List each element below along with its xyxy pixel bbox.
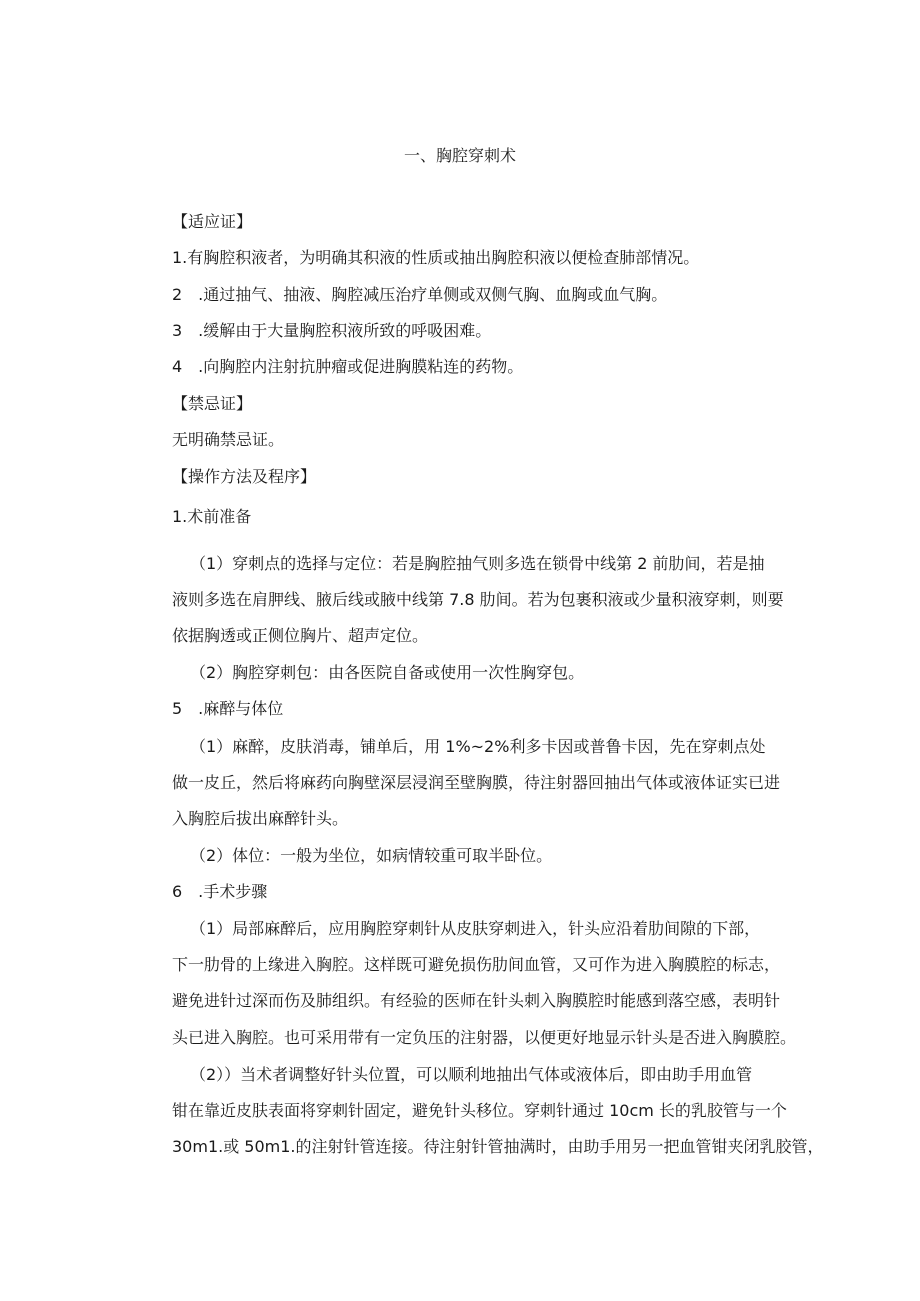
section-heading-contraindications: 【禁忌证】 <box>172 394 253 413</box>
paragraph-line: 头已进入胸腔。也可采用带有一定负压的注射器，以便更好地显示针头是否进入胸膜腔。 <box>172 1028 797 1047</box>
paragraph-line: （2）胸腔穿刺包：由各医院自备或使用一次性胸穿包。 <box>190 663 585 682</box>
paragraph-line: 依据胸透或正侧位胸片、超声定位。 <box>172 626 429 645</box>
paragraph-line: 做一皮丘，然后将麻药向胸壁深层浸润至壁胸膜，待注射器回抽出气体或液体证实已进 <box>172 773 781 792</box>
indication-item-3: 3 .缓解由于大量胸腔积液所致的呼吸困难。 <box>172 321 492 340</box>
section-heading-indications: 【适应证】 <box>172 212 253 231</box>
section-heading-procedure: 【操作方法及程序】 <box>172 467 317 486</box>
contraindication-text: 无明确禁忌证。 <box>172 430 285 449</box>
procedure-step-heading-1: 1.术前准备 <box>172 507 252 526</box>
indication-item-4: 4 .向胸腔内注射抗肿瘤或促进胸膜粘连的药物。 <box>172 357 524 376</box>
indication-item-2: 2 .通过抽气、抽液、胸腔减压治疗单侧或双侧气胸、血胸或血气胸。 <box>172 285 668 304</box>
indication-item-1: 1.有胸腔积液者，为明确其积液的性质或抽出胸腔积液以便检查肺部情况。 <box>172 248 700 267</box>
paragraph-line: 下一肋骨的上缘进入胸腔。这样既可避免损伤肋间血管，又可作为进入胸膜腔的标志， <box>172 955 781 974</box>
paragraph-line: （2）体位：一般为坐位，如病情较重可取半卧位。 <box>190 846 553 865</box>
paragraph-line: 钳在靠近皮肤表面将穿刺针固定，避免针头移位。穿刺针通过 10cm 长的乳胶管与一个 <box>172 1101 787 1120</box>
paragraph-line: （1）麻醉，皮肤消毒，铺单后，用 1%~2%利多卡因或普鲁卡因，先在穿刺点处 <box>190 737 766 756</box>
procedure-step-heading-6: 6 .手术步骤 <box>172 882 268 901</box>
page-title: 一、胸腔穿刺术 <box>403 146 516 165</box>
paragraph-line: 避免进针过深而伤及肺组织。有经验的医师在针头刺入胸膜腔时能感到落空感，表明针 <box>172 991 781 1010</box>
paragraph-line: 30m1.或 50m1.的注射针管连接。待注射针管抽满时，由助手用另一把血管钳夹闭乳胶管， <box>172 1137 824 1156</box>
procedure-step-heading-5: 5 .麻醉与体位 <box>172 699 284 718</box>
paragraph-line: （1）局部麻醉后，应用胸腔穿刺针从皮肤穿刺进入，针头应沿着肋间隙的下部， <box>190 919 761 938</box>
paragraph-line: （2））当术者调整好针头位置，可以顺利地抽出气体或液体后，即由助手用血管 <box>190 1065 753 1084</box>
paragraph-line: （1）穿刺点的选择与定位：若是胸腔抽气则多选在锁骨中线第 2 前肋间，若是抽 <box>190 554 765 573</box>
paragraph-line: 液则多选在肩胛线、腋后线或腋中线第 7.8 肋间。若为包裹积液或少量积液穿刺，则要 <box>172 590 784 609</box>
paragraph-line: 入胸腔后拔出麻醉针头。 <box>172 809 349 828</box>
